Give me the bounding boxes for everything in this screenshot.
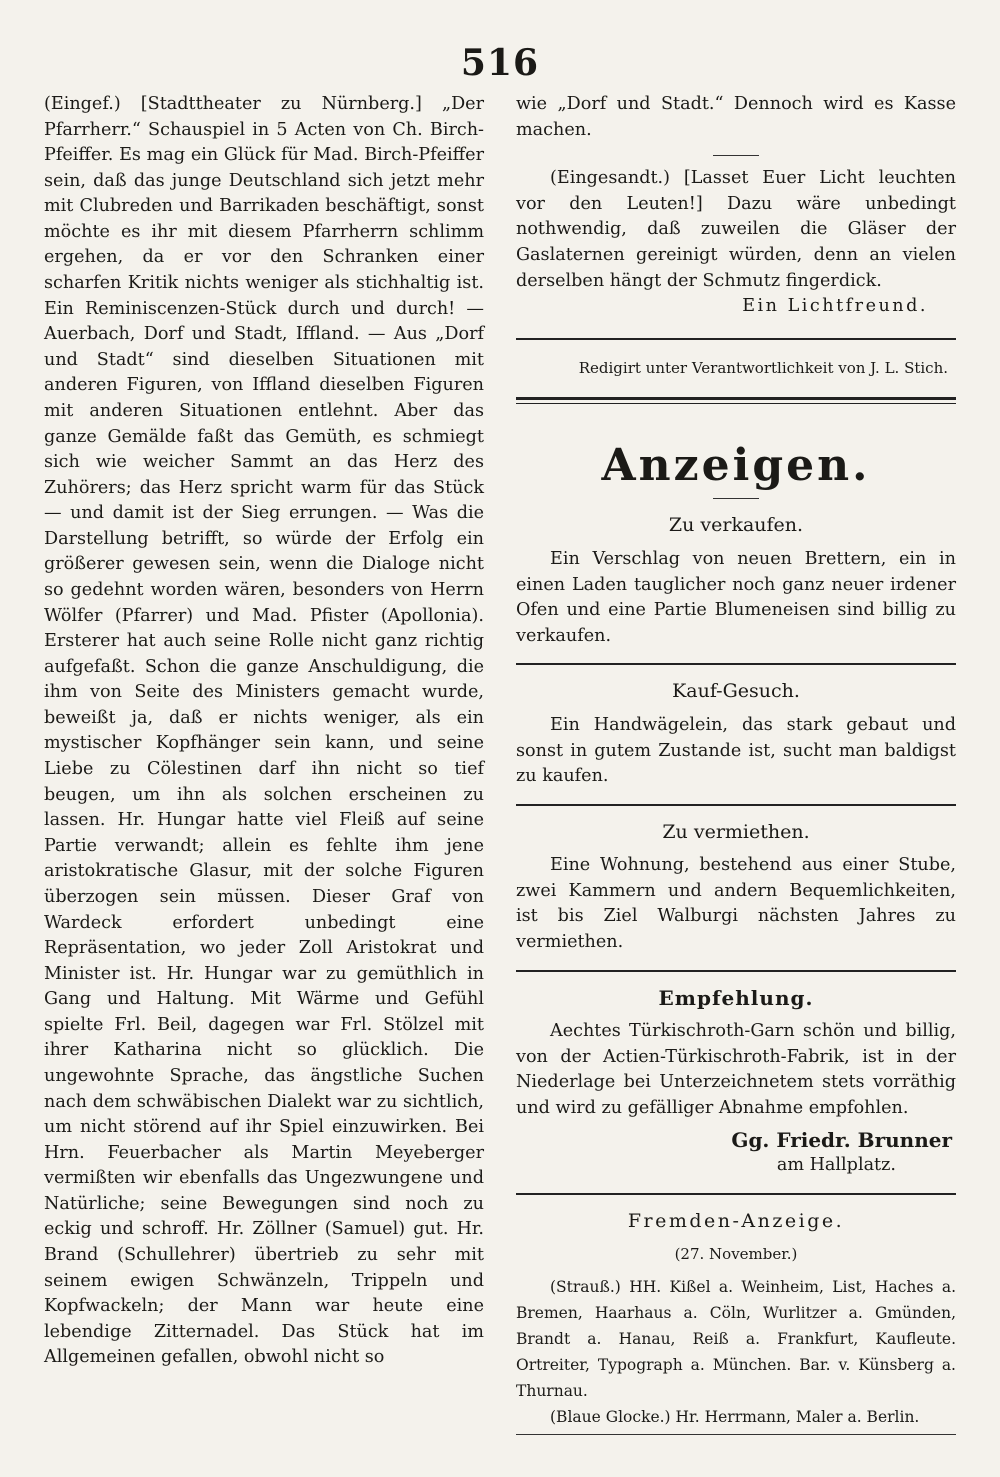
ad-text-purchase: Ein Handwägelein, das stark gebaut und sonst in gutem Zustande ist, sucht man baldigst zu kaufen.: [516, 714, 956, 787]
ad-heading-rent: Zu vermiethen.: [662, 820, 810, 843]
short-divider: [713, 155, 759, 156]
visitors-entry: (Strauß.) HH. Kißel a. Weinheim, List, Haches a. Bremen, Haarhaus a. Cöln, Wurlitzer a. Gmünden, Brandt a. Hanau, Reiß a. Frankfurt, Kaufleute. Ortreiter, Typograph a. München. Bar. v. Künsberg a. Thurnau.: [516, 1278, 956, 1400]
divider: [516, 970, 956, 972]
ad-text-sale: Ein Verschlag von neuen Brettern, ein in einen Laden tauglicher noch ganz neuer irdener Ofen und eine Partie Blumeneisen sind billig zu verkaufen.: [516, 548, 956, 646]
double-divider: [516, 397, 956, 404]
merchant-address: am Hallplatz.: [776, 1155, 896, 1176]
left-column: [44, 92, 484, 1371]
visitors-entry: (Blaue Glocke.) Hr. Herrmann, Maler a. Berlin.: [550, 1408, 920, 1426]
right-column: [516, 92, 956, 1435]
review-continuation: wie „Dorf und Stadt.“ Dennoch wird es Kasse machen.: [516, 94, 956, 140]
visitors-heading: Fremden-Anzeige.: [627, 1209, 845, 1232]
short-divider: [713, 498, 759, 499]
recommendation-heading: Empfehlung.: [658, 985, 814, 1010]
divider: [516, 804, 956, 806]
ad-heading-purchase: Kauf-Gesuch.: [672, 680, 800, 703]
divider: [516, 338, 956, 340]
ad-text-rent: Eine Wohnung, bestehend aus einer Stube, zwei Kammern und andern Bequemlichkeiten, ist bis Ziel Walburgi nächsten Jahres zu vermiethen.: [516, 855, 956, 953]
merchant-signature: Gg. Friedr. Brunner: [731, 1127, 952, 1152]
divider: [516, 663, 956, 665]
divider: [516, 1193, 956, 1195]
editor-line: Redigirt unter Verantwortlichkeit von J. L. Stich.: [578, 358, 948, 377]
ads-title: Anzeigen.: [601, 440, 871, 492]
letter-signature: Ein Lichtfreund.: [742, 296, 928, 317]
visitors-date: (27. November.): [674, 1245, 798, 1264]
page-number: 516: [460, 42, 540, 84]
ad-heading-sale: Zu verkaufen.: [668, 514, 804, 537]
theater-review-paragraph: (Eingef.) [Stadttheater zu Nürnberg.] „Der Pfarrherr.“ Schauspiel in 5 Acten von Ch. Birch-Pfeiffer. Es mag ein Glück für Mad. Birch-Pfeiffer sein, daß das junge Deutschland sich jetzt mehr mit Clubreden und Barrikaden beschäftigt, sonst möchte es ihr mit diesem Pfarrherrn schlimm ergehen, da er vor den Schranken einer scharfen Kritik nichts weniger als stichhaltig ist. Ein Reminiscenzen-Stück durch und durch! — Auerbach, Dorf und Stadt, Iffland. — Aus „Dorf und Stadt“ sind dieselben Situationen mit anderen Figuren, von Iffland dieselben Figuren mit anderen Situationen entlehnt. Aber das ganze Gemälde faßt das Gemüth, es schmiegt sich wie weicher Sammt an das Herz des Zuhörers; das Herz spricht warm für das Stück — und damit ist der Sieg errungen. — Was die Darstellung betrifft, so würde der Erfolg ein größerer gewesen sein, wenn die Dialoge nicht so gedehnt worden wären, besonders von Herrn Wölfer (Pfarrer) und Mad. Pfister (Apollonia). Ersterer hat auch seine Rolle nicht ganz richtig aufgefaßt. Schon die ganze Anschuldigung, die ihm von Seite des Ministers gemacht wurde, beweißt ja, daß er nichts weniger, als ein mystischer Kopfhänger sein kann, und seine Liebe zu Cölestinen darf ihn nicht so tief beugen, um ihn als solchen erscheinen zu lassen. Hr. Hungar hatte viel Fleiß auf seine Partie verwandt; allein es fehlte ihm jene aristokratische Glasur, mit der solche Figuren überzogen sein müssen. Dieser Graf von Wardeck erfordert unbedingt eine Repräsentation, wo jeder Zoll Aristokrat und Minister ist. Hr. Hungar war zu gemüthlich in Gang und Haltung. Mit Wärme und Gefühl spielte Frl. Beil, dagegen war Frl. Stölzel mit ihrer Katharina nicht so glücklich. Die ungewohnte Sprache, das ängstliche Suchen nach dem schwäbischen Dialekt war zu sichtlich, um nicht störend auf ihr Spiel einzuwirken. Bei Hrn. Feuerbacher als Martin Meyeberger vermißten wir ebenfalls das Ungezwungene und Natürliche; seine Bewegungen sind noch zu eckig und schroff. Hr. Zöllner (Samuel) gut. Hr. Brand (Schullehrer) übertrieb zu sehr mit seinem ewigen Schwänzeln, Trippeln und Kopfwackeln; der Mann war heute eine lebendige Zitternadel. Das Stück hat im Allgemeinen gefallen, obwohl nicht so: [44, 94, 484, 1368]
letter-paragraph: (Eingesandt.) [Lasset Euer Licht leuchten vor den Leuten!] Dazu wäre unbedingt nothwendig, daß zuweilen die Gläser der Gaslaternen gereinigt würden, denn an vielen derselben hängt der Schmutz fingerdick.: [516, 168, 956, 291]
bottom-divider: [516, 1434, 956, 1435]
recommendation-text: Aechtes Türkischroth-Garn schön und billig, von der Actien-Türkischroth-Fabrik, ist in der Niederlage bei Unterzeichnetem stets vorräthig und wird zu gefälliger Abnahme empfohlen.: [516, 1021, 956, 1119]
